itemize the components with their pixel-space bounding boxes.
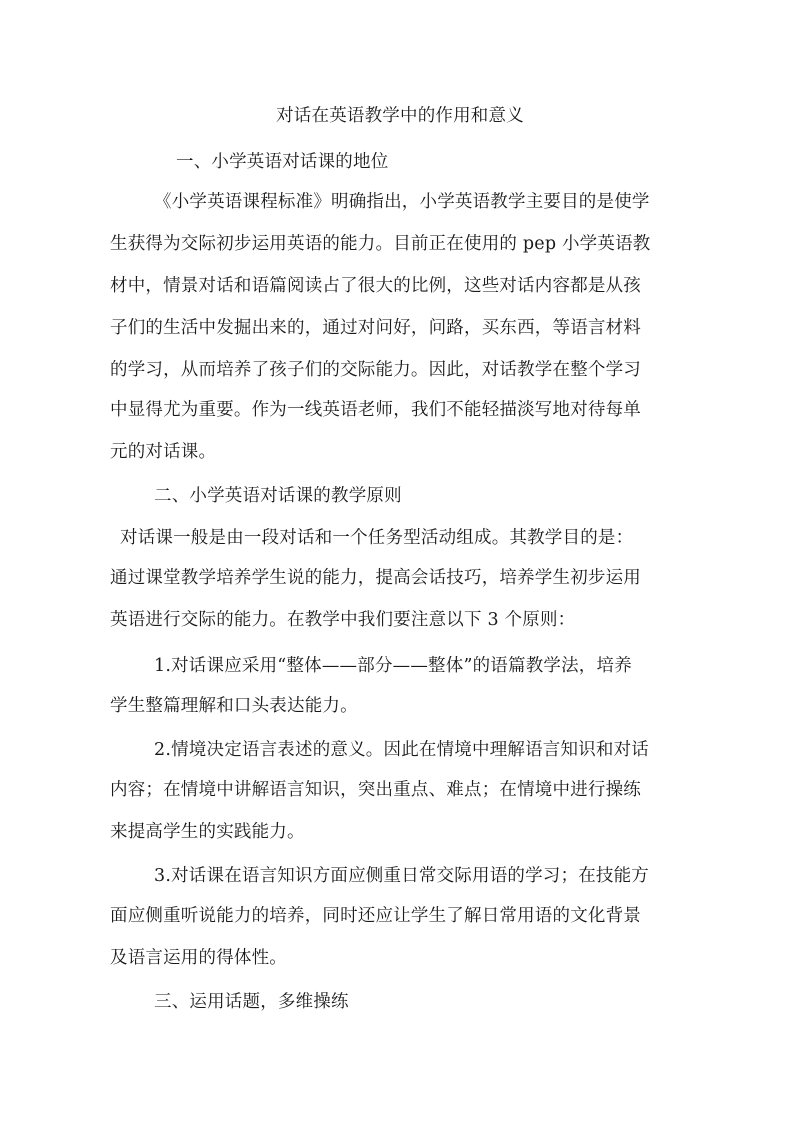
principle-2-line: 2.情境决定语言表述的意义。因此在情境中理解语言知识和对话	[154, 740, 649, 760]
section-1-paragraph-line: 材中，情景对话和语篇阅读占了很大的比例，这些对话内容都是从孩	[110, 276, 641, 296]
document-title: 对话在英语教学中的作用和意义	[276, 106, 524, 126]
principle-2-line: 内容；在情境中讲解语言知识，突出重点、难点；在情境中进行操练	[110, 780, 641, 800]
section-3-heading: 三、运用话题，多维操练	[154, 992, 349, 1012]
section-1-paragraph-line: 的学习，从而培养了孩子们的交际能力。因此，对话教学在整个学习	[110, 360, 641, 380]
section-1-paragraph-line: 子们的生活中发掘出来的，通过对问好，问路，买东西，等语言材料	[110, 318, 641, 338]
section-1-paragraph-line: 元的对话课。	[110, 442, 217, 462]
section-2-heading: 二、小学英语对话课的教学原则	[154, 486, 402, 506]
principle-1-line: 1.对话课应采用“整体——部分——整体”的语篇教学法，培养	[154, 656, 632, 676]
principle-3-line: 3.对话课在语言知识方面应侧重日常交际用语的学习；在技能方	[154, 866, 649, 886]
section-1-heading: 一、小学英语对话课的地位	[176, 152, 389, 172]
section-2-intro-line: 通过课堂教学培养学生说的能力，提高会话技巧，培养学生初步运用	[110, 568, 641, 588]
section-1-paragraph-line: 中显得尤为重要。作为一线英语老师，我们不能轻描淡写地对待每单	[110, 400, 641, 420]
principle-3-line: 面应侧重听说能力的培养，同时还应让学生了解日常用语的文化背景	[110, 906, 641, 926]
section-1-paragraph-line: 生获得为交际初步运用英语的能力。目前正在使用的 pep 小学英语教	[110, 234, 651, 254]
principle-1-line: 学生整篇理解和口头表达能力。	[110, 696, 358, 716]
section-1-paragraph-line: 《小学英语课程标准》明确指出，小学英语教学主要目的是使学	[154, 192, 650, 212]
principle-3-line: 及语言运用的得体性。	[110, 948, 287, 968]
principle-2-line: 来提高学生的实践能力。	[110, 822, 305, 842]
section-2-intro-line: 对话课一般是由一段对话和一个任务型活动组成。其教学目的是：	[120, 528, 634, 548]
section-2-intro-line: 英语进行交际的能力。在教学中我们要注意以下 3 个原则：	[110, 610, 576, 630]
